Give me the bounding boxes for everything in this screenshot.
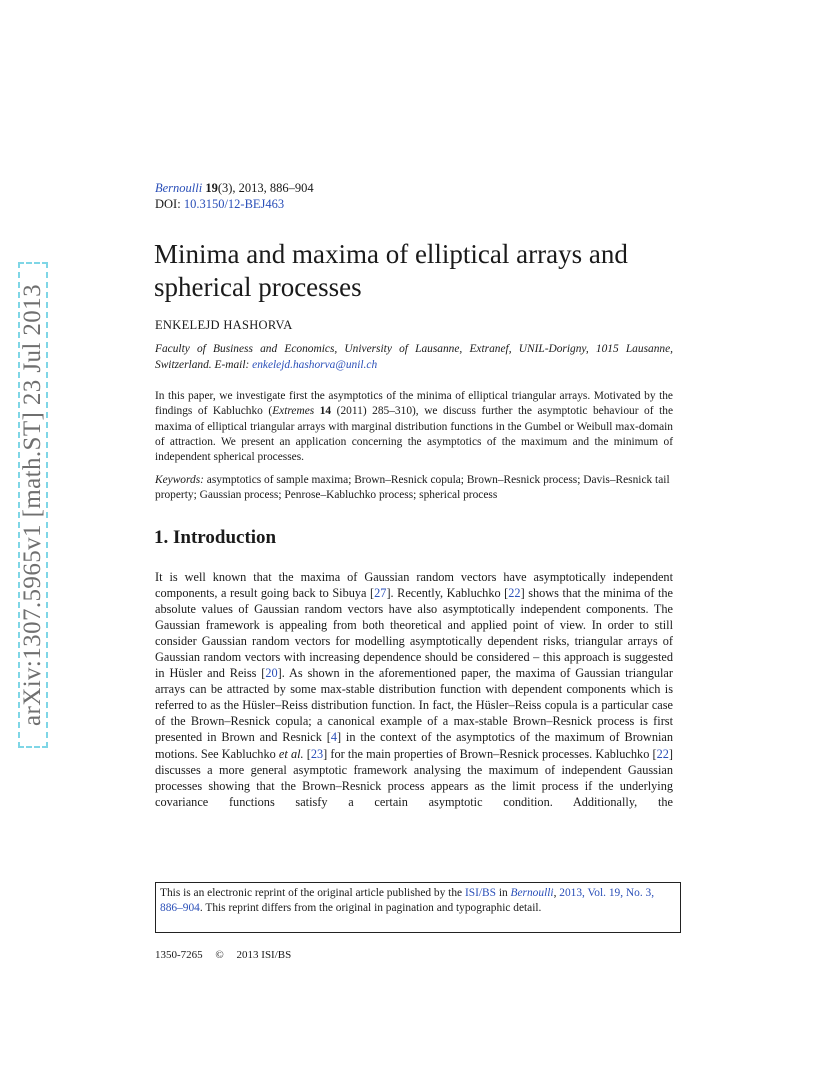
reprint-text: in [495,887,511,899]
abstract-text-2: (2011) 285–310), we discuss further the asymptotic behaviour of the maxima of elliptical triangular arrays with marginal distribution functions in the Gumbel or Weibull max-domain of attraction. We present an application concerning the asymptotics of the maximum and the minimum of independent spherical processes. [155,405,673,464]
intro-etal: et al. [278,746,304,761]
intro-text: It is well known that the maxima of Gaussian random vectors have asymptotically independent components, a result going back to Sibuya [ [155,570,673,601]
publisher-link[interactable]: ISI/BS [464,887,496,899]
keywords-list: asymptotics of sample maxima; Brown–Resnick copula; Brown–Resnick process; Davis–Resnick tail property; Gaussian process; Penrose–Kabluchko process; spherical process [155,474,670,502]
introduction-paragraph [155,569,673,810]
intro-text: ] shows that the minima of the absolute values of Gaussian random vectors have also asymptotically independent components. The Gaussian framework is appealing from both theoretical and applied point of view. In order to still consider Gaussian random vectors for modelling asymptotically dependent risks, triangular arrays of Gaussian random vectors with increasing dependence should be considered – this approach is suggested in Hüsler and Reiss [ [155,586,673,681]
journal-volume: 19 [205,181,218,195]
author-name: ENKELEJD HASHORVA [155,318,293,332]
copyright-text: 2013 ISI/BS [236,949,292,961]
intro-text: [ [303,746,311,761]
reprint-notice-box [155,882,681,933]
issn: 1350-7265 [155,949,203,961]
section-number: 1. [154,527,169,548]
intro-text: ] in the context of the asymptotics of the maximum of Brownian motions. See Kabluchko [155,730,673,761]
copyright-symbol: © [215,949,224,961]
journal-name-link[interactable]: Bernoulli [155,181,203,195]
doi-line [155,197,284,212]
section-title: Introduction [173,527,277,548]
journal-reference [155,181,314,196]
journal-issue-pages: (3), 2013, 886–904 [217,181,314,195]
keywords-label: Keywords: [155,474,204,486]
citation-link-22[interactable]: 22 [508,586,521,601]
doi-link[interactable]: 10.3150/12-BEJ463 [183,197,285,211]
author-affiliation [155,342,673,373]
reprint-text: This is an electronic reprint of the original article published by the [160,887,465,899]
paper-title: Minima and maxima of elliptical arrays and spherical processes [154,239,628,302]
abstract [155,389,673,465]
citation-link-27[interactable]: 27 [374,586,387,601]
doi-label: DOI: [155,197,181,211]
reprint-text: . This reprint differs from the original in pagination and typographic detail. [199,902,542,914]
intro-text: ]. Recently, Kabluchko [ [386,586,509,601]
abstract-volume-ref: 14 [319,405,332,418]
reprint-citation-link[interactable]: 2013, Vol. 19, No. 3, 886–904 [160,887,655,914]
reprint-text: , [553,887,560,899]
affiliation-text: Faculty of Business and Economics, University of Lausanne, Extranef, UNIL-Dorigny, 1015 Lausanne, Switzerland. E-mail: [155,343,673,371]
abstract-text-1: In this paper, we investigate first the asymptotics of the minima of elliptical triangular arrays. Motivated by the findings of Kabluchko ( [155,390,673,418]
section-heading [154,527,276,549]
author-email-link[interactable]: enkelejd.hashorva@unil.ch [252,358,378,371]
citation-link-20[interactable]: 20 [265,666,278,681]
intro-text: ] discusses a more general asymptotic framework analysing the maximum of independent Gaussian processes showing that the Brown–Resnick process appears as the limit process if the underlying covariance functions satisfy a certain asymptotic condition. Additionally, the [155,746,674,809]
reprint-journal-link[interactable]: Bernoulli [510,887,554,899]
citation-link-22[interactable]: 22 [656,746,669,761]
citation-link-23[interactable]: 23 [310,746,324,761]
arxiv-identifier: arXiv:1307.5965v1 [math.ST] 23 Jul 2013 [19,284,46,726]
copyright-line [155,949,291,961]
citation-link-4[interactable]: 4 [330,730,337,745]
abstract-journal-ref: Extremes [272,405,315,418]
keywords [155,473,673,504]
arxiv-stamp[interactable] [18,262,48,748]
intro-text: ] for the main properties of Brown–Resnick processes. Kabluchko [ [323,746,657,761]
intro-text: ]. As shown in the aforementioned paper, the maxima of Gaussian triangular arrays can be attracted by some max-stable distribution function with dependent components which is referred to as the Hüsler–Reiss distribution function. In fact, the Hüsler–Reiss copula is a particular case of the Brown–Resnick copula; a canonical example of a max-stable Brown–Resnick process is first presented in Brown and Resnick [ [155,666,673,745]
